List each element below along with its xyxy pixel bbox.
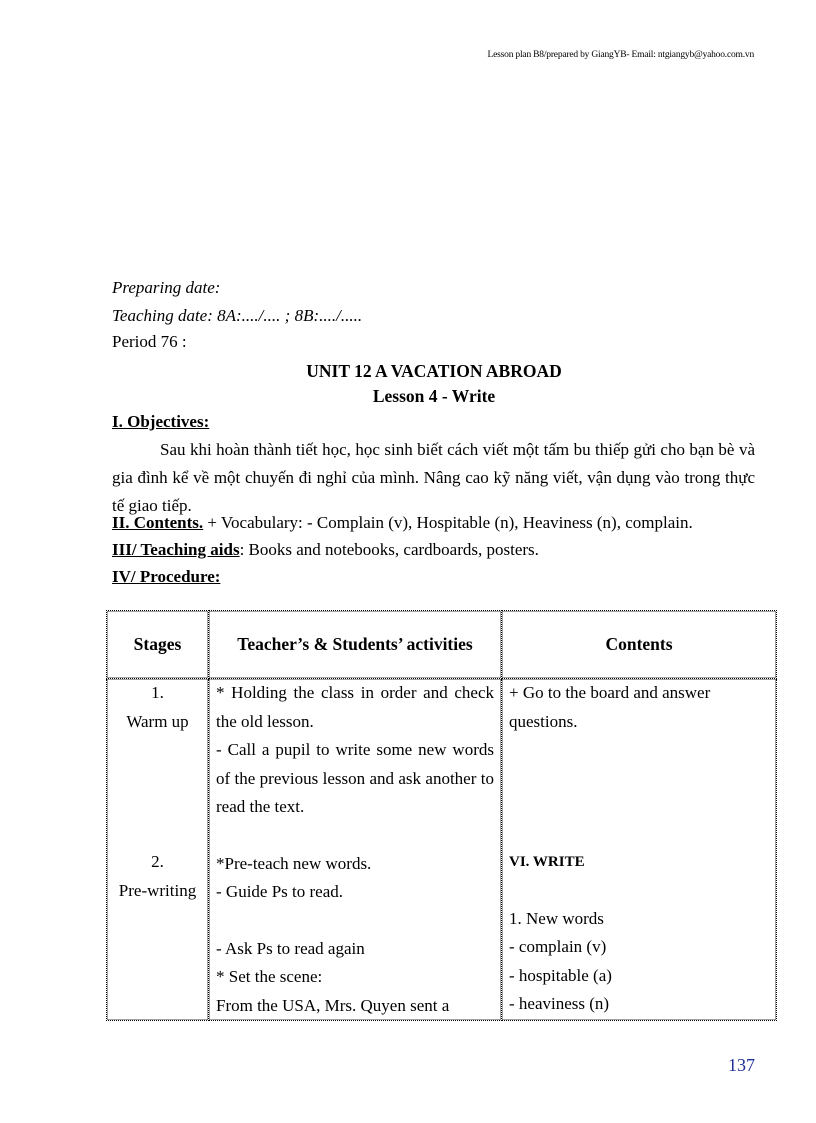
content-item: - complain (v) (509, 937, 607, 956)
content-item: - heaviness (n) (509, 994, 610, 1013)
teaching-aids-heading: III/ Teaching aids (112, 540, 240, 559)
stage-name: Warm up (126, 711, 189, 731)
header-stages: Stages (107, 611, 209, 679)
activity-item: * Set the scene: (216, 967, 323, 986)
stage-number: 2. (151, 852, 164, 871)
content-item: - hospitable (a) (509, 965, 612, 985)
stage-cell (107, 679, 209, 1021)
contents-text: + Vocabulary: - Complain (v), Hospitable (n), Heaviness (n), complain. (203, 513, 693, 532)
stage-name: Pre-writing (118, 880, 197, 900)
contents-line (112, 513, 693, 533)
unit-title: UNIT 12 A VACATION ABROAD (306, 361, 562, 381)
table-row (107, 679, 777, 1021)
page-number: 137 (728, 1055, 755, 1075)
contents-heading: II. Contents. (112, 513, 204, 532)
table-header-row (107, 611, 777, 679)
contents-cell (502, 679, 777, 1021)
activity-item: *Pre-teach new words. (216, 853, 372, 873)
activity-item: - Call a pupil to write some new words of the previous lesson and ask another to read the text. (216, 740, 494, 816)
preparing-date: Preparing date: (112, 278, 221, 297)
header-note: Lesson plan B8/prepared by GiangYB- Email: ntgiangyb@yahoo.com.vn (487, 50, 754, 60)
activity-item: - Ask Ps to read again (216, 938, 365, 958)
objectives-text: Sau khi hoàn thành tiết học, học sinh biết cách viết một tấm bu thiếp gửi cho bạn bè và gia đình kể về một chuyến đi nghỉ của mình. Nâng cao kỹ năng viết, vận dụng vào trong thực tế giao tiếp. (112, 440, 755, 515)
stage-number: 1. (151, 683, 164, 702)
content-item: 1. New words (509, 908, 604, 928)
activity-item: - Guide Ps to read. (216, 882, 344, 901)
content-item: + Go to the board and answer questions. (509, 683, 711, 731)
activity-item: * Holding the class in order and check the old lesson. (216, 683, 494, 731)
period-label: Period 76 : (112, 332, 187, 351)
teaching-aids-text: : Books and notebooks, cardboards, posters. (239, 540, 539, 559)
teaching-aids-line (112, 540, 539, 560)
activities-cell (209, 679, 502, 1021)
teaching-date: Teaching date: 8A:..../.... ; 8B:..../..... (112, 306, 363, 325)
procedure-heading: IV/ Procedure: (112, 567, 221, 586)
content-heading: VI. WRITE (509, 854, 585, 870)
procedure-table (106, 610, 777, 1021)
activity-item: From the USA, Mrs. Quyen sent a (216, 995, 450, 1015)
objectives-heading: I. Objectives: (112, 412, 210, 431)
objectives-paragraph (112, 436, 755, 520)
header-contents: Contents (502, 611, 777, 679)
header-activities: Teacher’s & Students’ activities (209, 611, 502, 679)
lesson-title: Lesson 4 - Write (372, 386, 496, 406)
